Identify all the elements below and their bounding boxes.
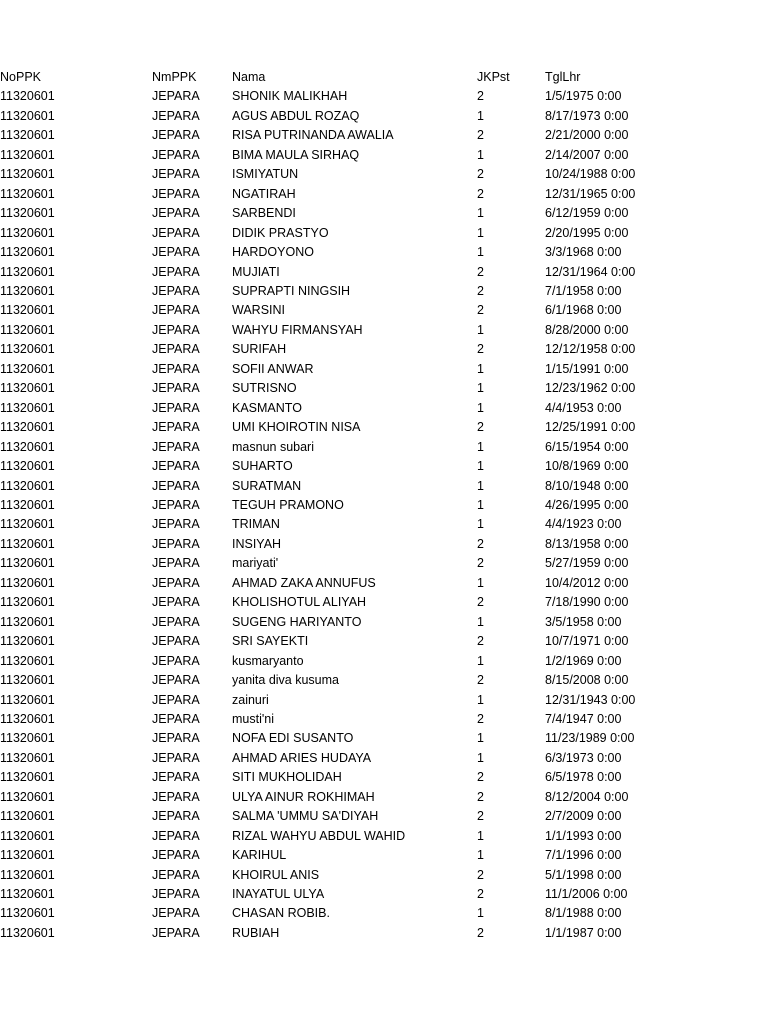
cell-tgllhr: 1/2/1969 0:00 bbox=[545, 653, 622, 668]
cell-nmppk: JEPARA bbox=[152, 459, 200, 474]
cell-jkpst: 1 bbox=[477, 828, 484, 843]
cell-jkpst: 2 bbox=[477, 536, 484, 551]
cell-nmppk: JEPARA bbox=[152, 653, 200, 668]
cell-tgllhr: 3/5/1958 0:00 bbox=[545, 614, 622, 629]
cell-tgllhr: 10/8/1969 0:00 bbox=[545, 459, 629, 474]
cell-jkpst: 2 bbox=[477, 925, 484, 940]
cell-nmppk: JEPARA bbox=[152, 731, 200, 746]
cell-nmppk: JEPARA bbox=[152, 381, 200, 396]
cell-jkpst: 1 bbox=[477, 245, 484, 260]
cell-noppk: 11320601 bbox=[0, 770, 55, 785]
table-row bbox=[0, 379, 768, 398]
cell-jkpst: 2 bbox=[477, 342, 484, 357]
cell-tgllhr: 6/1/1968 0:00 bbox=[545, 303, 622, 318]
cell-noppk: 11320601 bbox=[0, 108, 55, 123]
cell-nmppk: JEPARA bbox=[152, 634, 200, 649]
cell-noppk: 11320601 bbox=[0, 887, 55, 902]
cell-nmppk: JEPARA bbox=[152, 303, 200, 318]
cell-noppk: 11320601 bbox=[0, 925, 55, 940]
cell-noppk: 11320601 bbox=[0, 614, 55, 629]
cell-jkpst: 1 bbox=[477, 400, 484, 415]
table-row bbox=[0, 729, 768, 748]
cell-noppk: 11320601 bbox=[0, 711, 55, 726]
cell-nama: kusmaryanto bbox=[232, 653, 304, 668]
cell-jkpst: 2 bbox=[477, 303, 484, 318]
cell-nmppk: JEPARA bbox=[152, 673, 200, 688]
table-row bbox=[0, 749, 768, 768]
table-row bbox=[0, 846, 768, 865]
cell-nmppk: JEPARA bbox=[152, 283, 200, 298]
cell-nama: ISMIYATUN bbox=[232, 167, 299, 182]
cell-nama: NOFA EDI SUSANTO bbox=[232, 731, 354, 746]
table-row bbox=[0, 126, 768, 145]
cell-nama: SUPRAPTI NINGSIH bbox=[232, 283, 351, 298]
cell-nama: HARDOYONO bbox=[232, 245, 314, 260]
table-row bbox=[0, 827, 768, 846]
table-row bbox=[0, 671, 768, 690]
table-body bbox=[0, 87, 768, 943]
cell-jkpst: 1 bbox=[477, 750, 484, 765]
table-row bbox=[0, 866, 768, 885]
cell-nama: RUBIAH bbox=[232, 925, 280, 940]
cell-nmppk: JEPARA bbox=[152, 925, 200, 940]
cell-nama: SUTRISNO bbox=[232, 381, 297, 396]
cell-tgllhr: 6/12/1959 0:00 bbox=[545, 206, 629, 221]
cell-nama: DIDIK PRASTYO bbox=[232, 225, 329, 240]
cell-noppk: 11320601 bbox=[0, 653, 55, 668]
column-header-jkpst: JKPst bbox=[477, 70, 510, 84]
cell-jkpst: 2 bbox=[477, 186, 484, 201]
cell-tgllhr: 3/3/1968 0:00 bbox=[545, 245, 622, 260]
cell-nama: SHONIK MALIKHAH bbox=[232, 89, 348, 104]
cell-jkpst: 1 bbox=[477, 906, 484, 921]
table-row bbox=[0, 593, 768, 612]
cell-jkpst: 2 bbox=[477, 556, 484, 571]
cell-noppk: 11320601 bbox=[0, 906, 55, 921]
cell-nmppk: JEPARA bbox=[152, 809, 200, 824]
cell-tgllhr: 8/28/2000 0:00 bbox=[545, 322, 629, 337]
table-row bbox=[0, 632, 768, 651]
cell-noppk: 11320601 bbox=[0, 517, 55, 532]
cell-tgllhr: 7/1/1996 0:00 bbox=[545, 848, 622, 863]
cell-nmppk: JEPARA bbox=[152, 711, 200, 726]
cell-noppk: 11320601 bbox=[0, 731, 55, 746]
cell-nama: SALMA 'UMMU SA'DIYAH bbox=[232, 809, 379, 824]
table-row bbox=[0, 282, 768, 301]
cell-tgllhr: 4/26/1995 0:00 bbox=[545, 497, 629, 512]
cell-nmppk: JEPARA bbox=[152, 206, 200, 221]
cell-nmppk: JEPARA bbox=[152, 167, 200, 182]
cell-nmppk: JEPARA bbox=[152, 867, 200, 882]
cell-noppk: 11320601 bbox=[0, 809, 55, 824]
cell-tgllhr: 2/14/2007 0:00 bbox=[545, 147, 629, 162]
table-row bbox=[0, 535, 768, 554]
cell-nama: TEGUH PRAMONO bbox=[232, 497, 344, 512]
table-row bbox=[0, 399, 768, 418]
cell-noppk: 11320601 bbox=[0, 206, 55, 221]
cell-noppk: 11320601 bbox=[0, 497, 55, 512]
cell-noppk: 11320601 bbox=[0, 264, 55, 279]
cell-tgllhr: 4/4/1923 0:00 bbox=[545, 517, 622, 532]
cell-nama: SARBENDI bbox=[232, 206, 296, 221]
table-row bbox=[0, 613, 768, 632]
cell-nmppk: JEPARA bbox=[152, 536, 200, 551]
cell-tgllhr: 10/24/1988 0:00 bbox=[545, 167, 636, 182]
cell-nama: TRIMAN bbox=[232, 517, 280, 532]
table-row bbox=[0, 321, 768, 340]
cell-noppk: 11320601 bbox=[0, 439, 55, 454]
column-header-noppk: NoPPK bbox=[0, 70, 41, 84]
cell-nama: INAYATUL ULYA bbox=[232, 887, 325, 902]
cell-nmppk: JEPARA bbox=[152, 128, 200, 143]
cell-tgllhr: 8/13/1958 0:00 bbox=[545, 536, 629, 551]
column-header-nama: Nama bbox=[232, 70, 266, 84]
cell-nama: UMI KHOIROTIN NISA bbox=[232, 420, 361, 435]
cell-jkpst: 1 bbox=[477, 478, 484, 493]
cell-jkpst: 1 bbox=[477, 147, 484, 162]
cell-noppk: 11320601 bbox=[0, 692, 55, 707]
table-row bbox=[0, 788, 768, 807]
table-row bbox=[0, 904, 768, 923]
cell-nama: MUJIATI bbox=[232, 264, 280, 279]
cell-tgllhr: 4/4/1953 0:00 bbox=[545, 400, 622, 415]
cell-jkpst: 1 bbox=[477, 439, 484, 454]
cell-noppk: 11320601 bbox=[0, 478, 55, 493]
table-row bbox=[0, 301, 768, 320]
cell-noppk: 11320601 bbox=[0, 186, 55, 201]
cell-jkpst: 1 bbox=[477, 575, 484, 590]
table-row bbox=[0, 652, 768, 671]
cell-jkpst: 1 bbox=[477, 653, 484, 668]
cell-noppk: 11320601 bbox=[0, 789, 55, 804]
cell-noppk: 11320601 bbox=[0, 89, 55, 104]
cell-nmppk: JEPARA bbox=[152, 828, 200, 843]
table-header bbox=[0, 68, 768, 87]
participant-table bbox=[0, 68, 768, 943]
table-row bbox=[0, 477, 768, 496]
cell-tgllhr: 11/1/2006 0:00 bbox=[545, 887, 628, 902]
cell-jkpst: 1 bbox=[477, 497, 484, 512]
cell-tgllhr: 6/5/1978 0:00 bbox=[545, 770, 622, 785]
cell-nama: INSIYAH bbox=[232, 536, 282, 551]
cell-tgllhr: 12/31/1943 0:00 bbox=[545, 692, 636, 707]
cell-nama: CHASAN ROBIB. bbox=[232, 906, 330, 921]
cell-nmppk: JEPARA bbox=[152, 400, 200, 415]
cell-nmppk: JEPARA bbox=[152, 322, 200, 337]
cell-nmppk: JEPARA bbox=[152, 186, 200, 201]
cell-noppk: 11320601 bbox=[0, 575, 55, 590]
cell-nama: mariyati' bbox=[232, 556, 279, 571]
cell-jkpst: 1 bbox=[477, 381, 484, 396]
cell-noppk: 11320601 bbox=[0, 283, 55, 298]
cell-noppk: 11320601 bbox=[0, 556, 55, 571]
table-row bbox=[0, 710, 768, 729]
cell-jkpst: 2 bbox=[477, 770, 484, 785]
cell-nama: BIMA MAULA SIRHAQ bbox=[232, 147, 360, 162]
cell-jkpst: 1 bbox=[477, 225, 484, 240]
cell-tgllhr: 2/21/2000 0:00 bbox=[545, 128, 629, 143]
table-row bbox=[0, 263, 768, 282]
cell-jkpst: 2 bbox=[477, 595, 484, 610]
cell-jkpst: 1 bbox=[477, 848, 484, 863]
cell-tgllhr: 8/15/2008 0:00 bbox=[545, 673, 629, 688]
cell-tgllhr: 6/15/1954 0:00 bbox=[545, 439, 629, 454]
cell-nmppk: JEPARA bbox=[152, 361, 200, 376]
cell-noppk: 11320601 bbox=[0, 673, 55, 688]
cell-tgllhr: 5/27/1959 0:00 bbox=[545, 556, 629, 571]
cell-nmppk: JEPARA bbox=[152, 770, 200, 785]
header-row bbox=[0, 68, 768, 87]
cell-nmppk: JEPARA bbox=[152, 225, 200, 240]
cell-nama: KHOIRUL ANIS bbox=[232, 867, 320, 882]
cell-tgllhr: 7/4/1947 0:00 bbox=[545, 711, 622, 726]
cell-nmppk: JEPARA bbox=[152, 478, 200, 493]
cell-nama: yanita diva kusuma bbox=[232, 673, 340, 688]
cell-nama: musti'ni bbox=[232, 711, 274, 726]
table-row bbox=[0, 496, 768, 515]
cell-nmppk: JEPARA bbox=[152, 439, 200, 454]
cell-tgllhr: 2/7/2009 0:00 bbox=[545, 809, 622, 824]
cell-noppk: 11320601 bbox=[0, 595, 55, 610]
cell-noppk: 11320601 bbox=[0, 459, 55, 474]
cell-nmppk: JEPARA bbox=[152, 887, 200, 902]
cell-noppk: 11320601 bbox=[0, 303, 55, 318]
cell-noppk: 11320601 bbox=[0, 361, 55, 376]
cell-jkpst: 1 bbox=[477, 517, 484, 532]
cell-nmppk: JEPARA bbox=[152, 420, 200, 435]
cell-jkpst: 1 bbox=[477, 108, 484, 123]
cell-nama: NGATIRAH bbox=[232, 186, 296, 201]
cell-jkpst: 2 bbox=[477, 128, 484, 143]
cell-nama: SITI MUKHOLIDAH bbox=[232, 770, 342, 785]
table-row bbox=[0, 885, 768, 904]
table-row bbox=[0, 574, 768, 593]
cell-noppk: 11320601 bbox=[0, 634, 55, 649]
spreadsheet-sheet bbox=[0, 68, 768, 943]
table-row bbox=[0, 418, 768, 437]
cell-nmppk: JEPARA bbox=[152, 575, 200, 590]
table-row bbox=[0, 515, 768, 534]
table-row bbox=[0, 360, 768, 379]
cell-noppk: 11320601 bbox=[0, 828, 55, 843]
cell-jkpst: 2 bbox=[477, 673, 484, 688]
cell-jkpst: 2 bbox=[477, 789, 484, 804]
cell-nmppk: JEPARA bbox=[152, 750, 200, 765]
cell-noppk: 11320601 bbox=[0, 750, 55, 765]
table-row bbox=[0, 924, 768, 943]
cell-nama: AHMAD ARIES HUDAYA bbox=[232, 750, 372, 765]
cell-nama: WARSINI bbox=[232, 303, 286, 318]
cell-nama: SOFII ANWAR bbox=[232, 361, 314, 376]
cell-nama: RIZAL WAHYU ABDUL WAHID bbox=[232, 828, 406, 843]
table-row bbox=[0, 438, 768, 457]
cell-tgllhr: 12/25/1991 0:00 bbox=[545, 420, 636, 435]
cell-nmppk: JEPARA bbox=[152, 692, 200, 707]
cell-noppk: 11320601 bbox=[0, 128, 55, 143]
column-header-nmppk: NmPPK bbox=[152, 70, 197, 84]
cell-noppk: 11320601 bbox=[0, 848, 55, 863]
cell-nmppk: JEPARA bbox=[152, 556, 200, 571]
cell-nmppk: JEPARA bbox=[152, 848, 200, 863]
table-row bbox=[0, 243, 768, 262]
table-row bbox=[0, 87, 768, 106]
cell-tgllhr: 5/1/1998 0:00 bbox=[545, 867, 622, 882]
cell-nmppk: JEPARA bbox=[152, 108, 200, 123]
cell-tgllhr: 11/23/1989 0:00 bbox=[545, 731, 635, 746]
cell-nmppk: JEPARA bbox=[152, 497, 200, 512]
cell-tgllhr: 1/1/1987 0:00 bbox=[545, 925, 622, 940]
cell-nama: RISA PUTRINANDA AWALIA bbox=[232, 128, 394, 143]
cell-noppk: 11320601 bbox=[0, 867, 55, 882]
cell-jkpst: 2 bbox=[477, 89, 484, 104]
table-row bbox=[0, 691, 768, 710]
cell-nama: SURIFAH bbox=[232, 342, 287, 357]
cell-tgllhr: 1/1/1993 0:00 bbox=[545, 828, 622, 843]
table-row bbox=[0, 224, 768, 243]
cell-nama: KARIHUL bbox=[232, 848, 287, 863]
cell-noppk: 11320601 bbox=[0, 322, 55, 337]
table-row bbox=[0, 165, 768, 184]
cell-nmppk: JEPARA bbox=[152, 342, 200, 357]
column-header-tgllhr: TglLhr bbox=[545, 70, 581, 84]
cell-nama: AGUS ABDUL ROZAQ bbox=[232, 108, 360, 123]
cell-jkpst: 1 bbox=[477, 361, 484, 376]
cell-tgllhr: 1/15/1991 0:00 bbox=[545, 361, 629, 376]
cell-noppk: 11320601 bbox=[0, 342, 55, 357]
table-row bbox=[0, 340, 768, 359]
cell-nama: WAHYU FIRMANSYAH bbox=[232, 322, 363, 337]
cell-nmppk: JEPARA bbox=[152, 147, 200, 162]
cell-noppk: 11320601 bbox=[0, 167, 55, 182]
table-row bbox=[0, 768, 768, 787]
table-row bbox=[0, 146, 768, 165]
cell-tgllhr: 12/31/1964 0:00 bbox=[545, 264, 636, 279]
cell-nama: ULYA AINUR ROKHIMAH bbox=[232, 789, 375, 804]
cell-nmppk: JEPARA bbox=[152, 245, 200, 260]
cell-jkpst: 1 bbox=[477, 692, 484, 707]
cell-jkpst: 2 bbox=[477, 887, 484, 902]
cell-nmppk: JEPARA bbox=[152, 614, 200, 629]
cell-tgllhr: 2/20/1995 0:00 bbox=[545, 225, 629, 240]
cell-tgllhr: 10/4/2012 0:00 bbox=[545, 575, 629, 590]
cell-nama: SURATMAN bbox=[232, 478, 302, 493]
cell-tgllhr: 8/12/2004 0:00 bbox=[545, 789, 629, 804]
cell-noppk: 11320601 bbox=[0, 225, 55, 240]
cell-noppk: 11320601 bbox=[0, 536, 55, 551]
cell-nama: AHMAD ZAKA ANNUFUS bbox=[232, 575, 376, 590]
cell-noppk: 11320601 bbox=[0, 420, 55, 435]
cell-noppk: 11320601 bbox=[0, 147, 55, 162]
cell-jkpst: 2 bbox=[477, 264, 484, 279]
table-row bbox=[0, 807, 768, 826]
cell-jkpst: 1 bbox=[477, 731, 484, 746]
cell-tgllhr: 10/7/1971 0:00 bbox=[545, 634, 629, 649]
cell-jkpst: 1 bbox=[477, 614, 484, 629]
cell-jkpst: 2 bbox=[477, 167, 484, 182]
table-row bbox=[0, 185, 768, 204]
table-row bbox=[0, 204, 768, 223]
cell-nama: SUHARTO bbox=[232, 459, 293, 474]
table-row bbox=[0, 107, 768, 126]
cell-noppk: 11320601 bbox=[0, 400, 55, 415]
cell-jkpst: 2 bbox=[477, 283, 484, 298]
cell-tgllhr: 12/31/1965 0:00 bbox=[545, 186, 636, 201]
cell-tgllhr: 8/10/1948 0:00 bbox=[545, 478, 629, 493]
cell-jkpst: 2 bbox=[477, 809, 484, 824]
cell-tgllhr: 8/1/1988 0:00 bbox=[545, 906, 622, 921]
cell-jkpst: 2 bbox=[477, 634, 484, 649]
cell-jkpst: 1 bbox=[477, 459, 484, 474]
cell-noppk: 11320601 bbox=[0, 381, 55, 396]
cell-nama: zainuri bbox=[232, 692, 269, 707]
cell-nama: SRI SAYEKTI bbox=[232, 634, 309, 649]
cell-nmppk: JEPARA bbox=[152, 595, 200, 610]
cell-jkpst: 2 bbox=[477, 711, 484, 726]
cell-jkpst: 2 bbox=[477, 867, 484, 882]
cell-nama: KASMANTO bbox=[232, 400, 302, 415]
cell-nmppk: JEPARA bbox=[152, 789, 200, 804]
cell-tgllhr: 12/12/1958 0:00 bbox=[545, 342, 636, 357]
table-row bbox=[0, 554, 768, 573]
cell-nmppk: JEPARA bbox=[152, 906, 200, 921]
cell-tgllhr: 7/1/1958 0:00 bbox=[545, 283, 622, 298]
cell-noppk: 11320601 bbox=[0, 245, 55, 260]
cell-jkpst: 2 bbox=[477, 420, 484, 435]
cell-tgllhr: 7/18/1990 0:00 bbox=[545, 595, 629, 610]
cell-nama: masnun subari bbox=[232, 439, 314, 454]
cell-nmppk: JEPARA bbox=[152, 517, 200, 532]
cell-tgllhr: 6/3/1973 0:00 bbox=[545, 750, 622, 765]
cell-nmppk: JEPARA bbox=[152, 89, 200, 104]
cell-nama: KHOLISHOTUL ALIYAH bbox=[232, 595, 367, 610]
table-row bbox=[0, 457, 768, 476]
cell-jkpst: 1 bbox=[477, 206, 484, 221]
cell-tgllhr: 12/23/1962 0:00 bbox=[545, 381, 636, 396]
cell-tgllhr: 8/17/1973 0:00 bbox=[545, 108, 629, 123]
cell-tgllhr: 1/5/1975 0:00 bbox=[545, 89, 622, 104]
cell-nmppk: JEPARA bbox=[152, 264, 200, 279]
cell-nama: SUGENG HARIYANTO bbox=[232, 614, 362, 629]
cell-jkpst: 1 bbox=[477, 322, 484, 337]
